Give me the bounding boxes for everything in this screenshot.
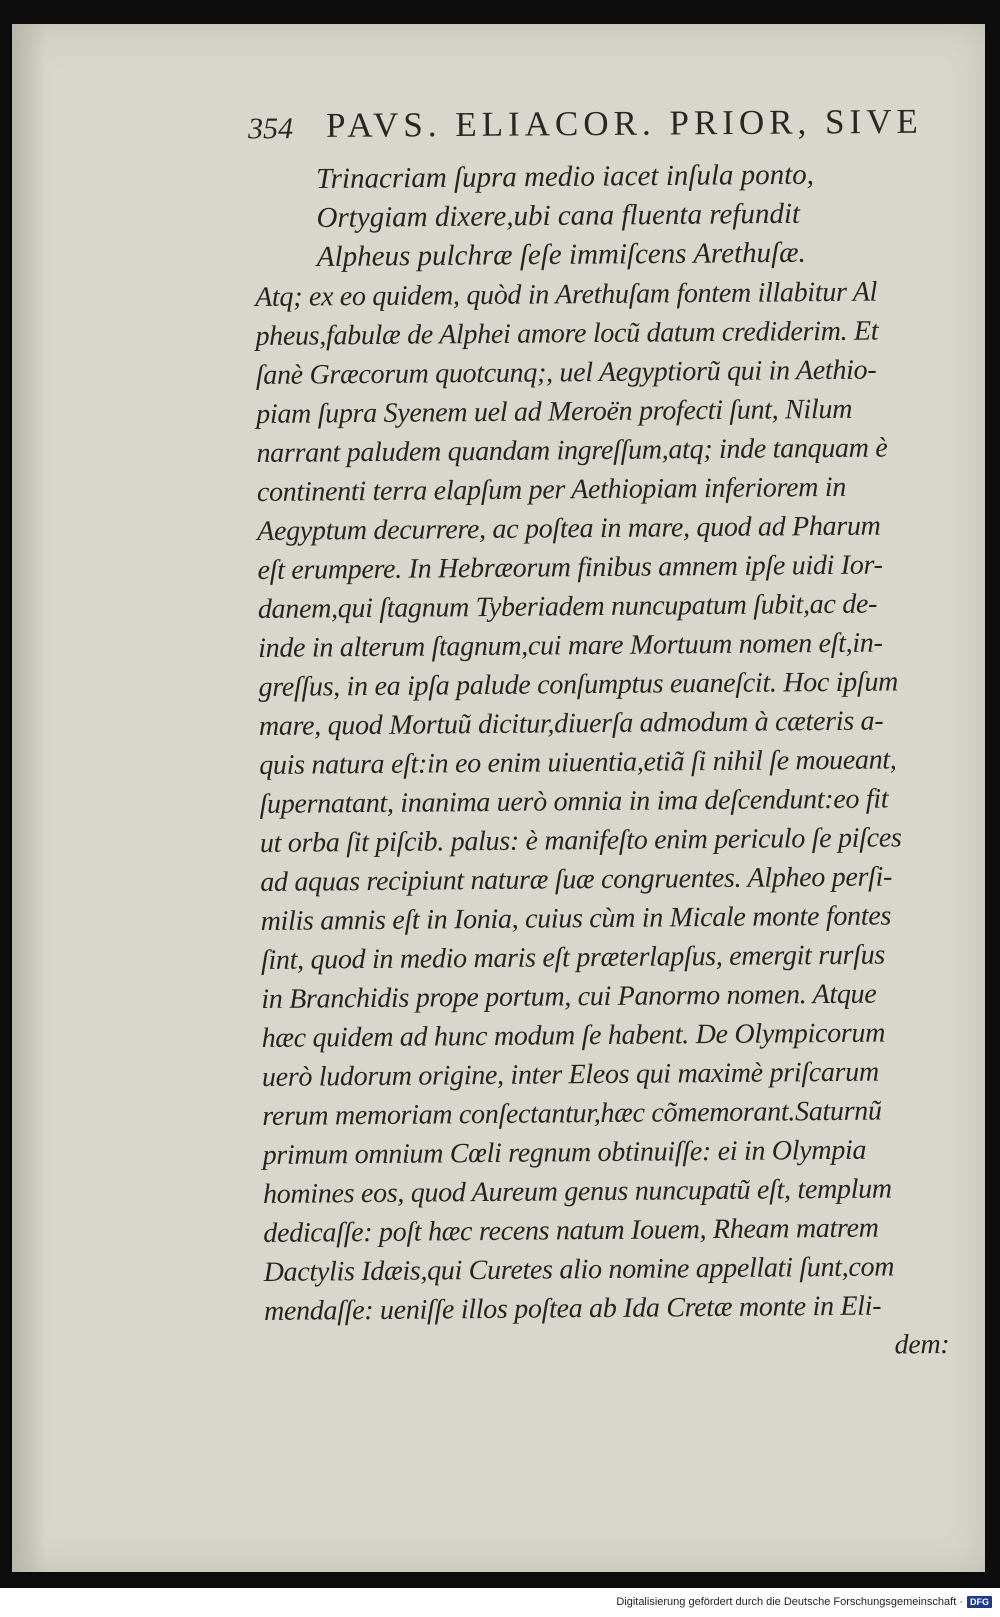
text-line: mendaſſe: ueniſſe illos poſtea ab Ida Cretæ monte in Eli-: [263, 1290, 882, 1327]
body-text: [255, 272, 950, 1370]
text-line: ut orba ſit piſcib. palus: è manifeſto enim periculo ſe piſces: [259, 822, 902, 859]
digitization-footer: [616, 1596, 992, 1608]
text-line: ad aquas recipiunt naturæ ſuæ congruentes. Alpheo perſi-: [260, 861, 893, 898]
text-line: dedicaſſe: poſt hæc recens natum Iouem, Rheam matrem: [263, 1212, 879, 1249]
text-line: mare, quod Mortuũ dicitur,diuerſa admodum à cæteris a-: [258, 705, 884, 742]
page-number: 354: [247, 112, 294, 146]
dfg-logo-icon: DFG: [967, 1596, 992, 1608]
text-line: milis amnis eſt in Ionia, cuius cùm in Micale monte fontes: [260, 900, 892, 937]
text-line: primum omnium Cœli regnum obtinuiſſe: ei in Olympia: [262, 1134, 867, 1171]
text-line: ſint, quod in medio maris eſt præterlapſus, emergit rurſus: [260, 939, 886, 976]
verse-line: Trinacriam ſupra medio iacet inſula ponto,: [316, 158, 815, 195]
text-line: Aegyptum decurrere, ac poſtea in mare, quod ad Pharum: [257, 510, 881, 547]
text-line: greſſus, in ea ipſa palude conſumptus euaneſcit. Hoc ipſum: [258, 666, 899, 703]
text-line: quis natura eſt:in eo enim uiuentia,etiã ſi nihil ſe moueant,: [259, 744, 897, 781]
text-line: in Branchidis prope portum, cui Panormo nomen. Atque: [261, 978, 877, 1015]
text-line: Dactylis Idæis,qui Curetes alio nomine appellati ſunt,com: [263, 1251, 895, 1288]
text-line: uerò ludorum origine, inter Eleos qui maximè priſcarum: [261, 1056, 879, 1093]
funding-credit: Digitalisierung gefördert durch die Deutsche Forschungsgemeinschaft ·: [616, 1596, 963, 1608]
verse-line: Alpheus pulchræ ſeſe immiſcens Arethuſæ.: [316, 236, 806, 273]
running-head: PAVS. ELIACOR. PRIOR, SIVE: [325, 101, 923, 145]
text-line: ſanè Græcorum quotcunq;, uel Aegyptiorũ qui in Aethio-: [255, 354, 877, 391]
text-line: inde in alterum ſtagnum,cui mare Mortuum nomen eſt,in-: [258, 627, 883, 664]
text-line: Atq; ex eo quidem, quòd in Arethuſam fontem illabitur Al: [255, 276, 878, 313]
text-line: continenti terra elapſum per Aethiopiam inferiorem in: [256, 471, 847, 508]
text-line: eſt erumpere. In Hebræorum finibus amnem ipſe uidi Ior-: [257, 549, 883, 586]
verse-quotation: [316, 156, 815, 277]
text-line: hæc quidem ad hunc modum ſe habent. De Olympicorum: [261, 1017, 886, 1054]
page-header: [248, 94, 938, 155]
catchword: dem:: [894, 1328, 950, 1361]
text-line: ſupernatant, inanima uerò omnia in ima deſcendunt:eo fit: [259, 783, 889, 820]
text-line: narrant paludem quandam ingreſſum,atq; inde tanquam è: [256, 432, 888, 469]
text-line: danem,qui ſtagnum Tyberiadem nuncupatum ſubit,ac de-: [257, 588, 878, 625]
text-line: pheus,fabulæ de Alphei amore locũ datum crediderim. Et: [255, 315, 879, 352]
verse-line: Ortygiam dixere,ubi cana fluenta refundit: [316, 197, 801, 234]
page-gutter: [12, 24, 46, 1572]
text-line: rerum memoriam conſectantur,hæc cõmemorant.Saturnũ: [262, 1095, 882, 1132]
text-line: homines eos, quod Aureum genus nuncupatũ eſt, templum: [262, 1173, 892, 1210]
text-line: piam ſupra Syenem uel ad Meroën profecti ſunt, Nilum: [256, 393, 853, 430]
